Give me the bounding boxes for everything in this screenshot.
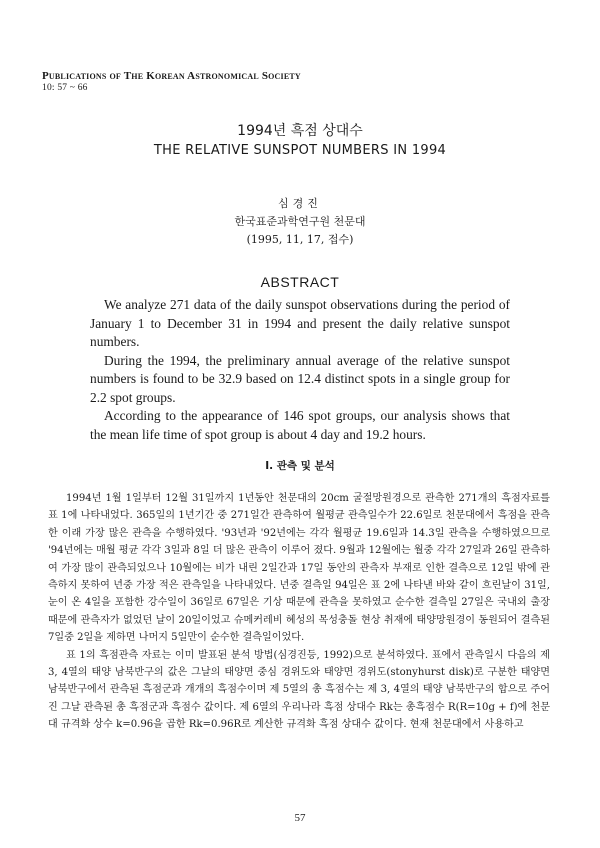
abstract-body: [90, 296, 510, 444]
abstract-paragraph: According to the appearance of 146 spot groups, our analysis shows that the mean life time of spot group is about 4 day and 19.2 hours.: [90, 408, 510, 442]
abstract-heading: ABSTRACT: [260, 274, 340, 290]
author-affiliation: 한국표준과학연구원 천문대: [234, 215, 366, 228]
journal-header: [42, 70, 301, 93]
title-korean: 1994년 흑점 상대수: [237, 123, 363, 139]
title-english: THE RELATIVE SUNSPOT NUMBERS IN 1994: [153, 143, 447, 158]
author-block: [0, 195, 600, 249]
abstract-paragraph: We analyze 271 data of the daily sunspot observations during the period of January 1 to December 31 in 1994 and present the daily relative sunspot numbers.: [90, 297, 510, 349]
page-number: 57: [294, 812, 306, 824]
journal-name: Publications of The Korean Astronomical Society: [42, 70, 301, 82]
section-heading: I. 관측 및 분석: [265, 460, 335, 472]
body-paragraph: 1994년 1월 1일부터 12월 31일까지 1년동안 천문대의 20cm 굴절망원경으로 관측한 271개의 흑점자료를 표 1에 나타내었다. 365일의 1년기간 중 271일간 관측하여 월평균 관측일수가 22.6일로 천문대에서 흑점을 관측한 이래 가장 많은 관측을 수행하였다. '93년과 '92년에는 각각 월평균 19.6일과 14.3일 관측을 수행하였으므로 '94년에는 매월 평균 각각 3일과 8일 더 많은 관측이 이루어 졌다. 9월과 12월에는 월중 각각 27일과 26일 관측하여 가장 많이 관측되었으나 10월에는 비가 내린 2일간과 17일 동안의 관측자 부재로 인한 결측으로 12일 밖에 관측하지 못하여 년중 가장 적은 관측일을 나타내었다. 년중 결측일 94일은 표 2에 나타낸 바와 같이 흐린날이 31일, 눈이 온 4일을 포함한 강수일이 36일로 67일은 기상 때문에 관측을 못하였고 순수한 결측일 27일은 국내외 출장 때문에 관측자가 없었던 날이 20일이었고 슈메커레비 혜성의 목성충돌 현상 취재에 태양망원경이 동원되어 결측된 7일중 2일을 제하면 나머지 5일만이 순수한 결측일이었다.: [48, 493, 550, 644]
abstract-paragraph: During the 1994, the preliminary annual average of the relative sunspot numbers is found to be 32.9 based on 12.4 distinct spots in a single group for 2.2 spot groups.: [90, 352, 510, 405]
author-name: 심경진: [278, 197, 322, 210]
title-block: [0, 121, 600, 161]
volume-pages: 10: 57 ~ 66: [42, 83, 88, 93]
received-date: (1995, 11, 17, 접수): [246, 233, 354, 246]
body-paragraph: 표 1의 흑점관측 자료는 이미 발표된 분석 방법(심경진등, 1992)으로 분석하였다. 표에서 관측일시 다음의 제 3, 4열의 태양 남북반구의 값은 그날의 태양면 중심 경위도와 태양면 경위도(stonyhurst disk)로 구분한 태양면 남북반구에서 관측된 흑점군과 개개의 흑점수이며 제 5열의 총 흑점수는 제 3, 4열의 태양 남북반구의 합으로 주어진 그날 관측된 총 흑점군과 흑점수 값이다. 제 6열의 우리나라 흑점 상대수 Rk는 총흑점수 R(R=10g + f)에 천문대 규격화 상수 k=0.96을 곱한 Rk=0.96R로 계산한 규격화 흑점 상대수 값이다. 현재 천문대에서 사용하고: [48, 649, 550, 731]
section-body: [48, 490, 550, 734]
